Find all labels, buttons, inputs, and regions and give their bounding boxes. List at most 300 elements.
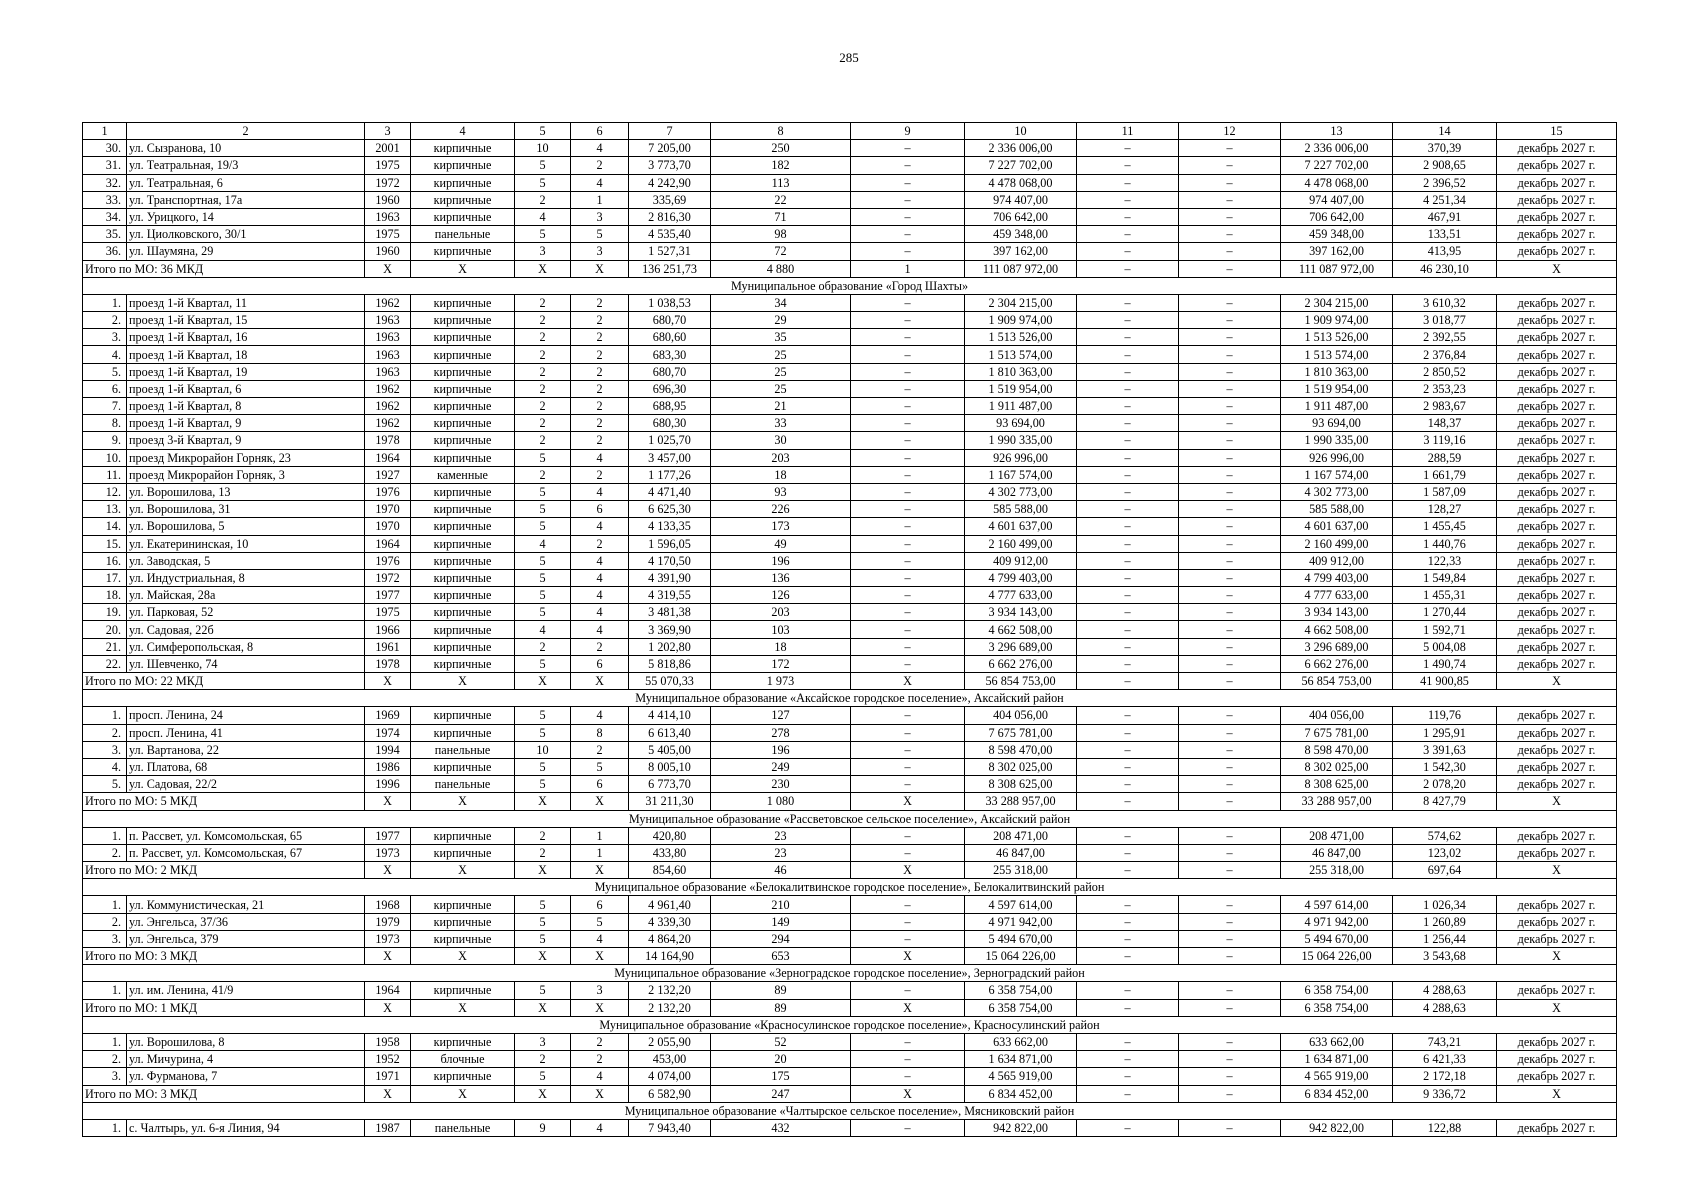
table-cell: ул. Циолковского, 30/1 — [127, 226, 365, 243]
table-cell: – — [1179, 758, 1281, 775]
table-cell: 420,80 — [629, 827, 711, 844]
table-cell: – — [851, 1068, 965, 1085]
table-cell: – — [1077, 862, 1179, 879]
table-cell: 13. — [83, 501, 127, 518]
table-row — [83, 569, 1617, 586]
table-cell: ул. Екатерининская, 10 — [127, 535, 365, 552]
table-cell: 2 — [571, 432, 629, 449]
table-cell: 2 — [571, 535, 629, 552]
table-cell: 2 160 499,00 — [965, 535, 1077, 552]
table-cell: 6 834 452,00 — [1281, 1085, 1393, 1102]
table-cell: 33 — [711, 415, 851, 432]
table-cell: панельные — [411, 226, 515, 243]
table-cell: 3 391,63 — [1393, 741, 1497, 758]
table-cell: 459 348,00 — [1281, 226, 1393, 243]
table-cell: – — [1179, 140, 1281, 157]
table-cell: 7 943,40 — [629, 1119, 711, 1136]
table-cell: 1973 — [365, 930, 411, 947]
table-cell: 23 — [711, 844, 851, 861]
table-cell: 1 025,70 — [629, 432, 711, 449]
table-cell: 20. — [83, 621, 127, 638]
table-cell: 4 170,50 — [629, 552, 711, 569]
table-cell: 397 162,00 — [1281, 243, 1393, 260]
table-cell: 34 — [711, 294, 851, 311]
table-cell: 2 — [571, 1033, 629, 1050]
table-cell: – — [1077, 655, 1179, 672]
table-cell: 3 773,70 — [629, 157, 711, 174]
table-cell: декабрь 2027 г. — [1497, 896, 1617, 913]
table-cell: 1 295,91 — [1393, 724, 1497, 741]
table-cell: 46 230,10 — [1393, 260, 1497, 277]
table-cell: 148,37 — [1393, 415, 1497, 432]
table-cell: – — [1077, 793, 1179, 810]
table-body — [83, 123, 1617, 1137]
table-cell: – — [851, 432, 965, 449]
table-cell: ул. Садовая, 22/2 — [127, 776, 365, 793]
table-cell: 1961 — [365, 638, 411, 655]
table-cell: 1 810 363,00 — [1281, 363, 1393, 380]
table-cell: 2 — [571, 157, 629, 174]
table-cell: 1978 — [365, 432, 411, 449]
table-cell: 8 — [571, 724, 629, 741]
table-cell: 1 256,44 — [1393, 930, 1497, 947]
table-cell: – — [851, 758, 965, 775]
table-cell: 1 592,71 — [1393, 621, 1497, 638]
table-cell: 4 339,30 — [629, 913, 711, 930]
table-cell: 974 407,00 — [1281, 191, 1393, 208]
table-cell: просп. Ленина, 41 — [127, 724, 365, 741]
table-cell: кирпичные — [411, 329, 515, 346]
table-cell: X — [571, 1085, 629, 1102]
total-row — [83, 673, 1617, 690]
table-cell: 2 — [515, 312, 571, 329]
table-cell: 8 598 470,00 — [965, 741, 1077, 758]
table-cell: 1 — [571, 844, 629, 861]
table-row — [83, 432, 1617, 449]
table-cell: – — [1077, 758, 1179, 775]
table-cell: 6 358 754,00 — [1281, 999, 1393, 1016]
table-cell: 633 662,00 — [1281, 1033, 1393, 1050]
table-cell: 5 — [515, 913, 571, 930]
table-cell: – — [1179, 844, 1281, 861]
table-cell: – — [851, 191, 965, 208]
table-cell: декабрь 2027 г. — [1497, 776, 1617, 793]
table-cell: 5 — [515, 896, 571, 913]
table-cell: – — [851, 982, 965, 999]
table-cell: – — [1179, 398, 1281, 415]
table-cell: 1996 — [365, 776, 411, 793]
table-cell: 3 296 689,00 — [1281, 638, 1393, 655]
table-cell: 1 455,45 — [1393, 518, 1497, 535]
table-cell: 4 662 508,00 — [1281, 621, 1393, 638]
table-cell: – — [1179, 466, 1281, 483]
table-cell: 1927 — [365, 466, 411, 483]
table-cell: ул. Шевченко, 74 — [127, 655, 365, 672]
table-row — [83, 191, 1617, 208]
table-cell: – — [1077, 930, 1179, 947]
table-cell: ул. Мичурина, 4 — [127, 1051, 365, 1068]
table-cell: – — [1077, 432, 1179, 449]
table-cell: 4 478 068,00 — [1281, 174, 1393, 191]
table-cell: – — [1179, 982, 1281, 999]
table-cell: 5 — [515, 655, 571, 672]
table-cell: ул. Театральная, 6 — [127, 174, 365, 191]
table-cell: ул. Урицкого, 14 — [127, 208, 365, 225]
table-cell: – — [1179, 1033, 1281, 1050]
table-cell: 33 288 957,00 — [1281, 793, 1393, 810]
table-cell: – — [1077, 140, 1179, 157]
table-cell: 230 — [711, 776, 851, 793]
table-row — [83, 243, 1617, 260]
table-cell: 149 — [711, 913, 851, 930]
table-cell: 6. — [83, 380, 127, 397]
table-cell: 5 — [515, 501, 571, 518]
table-cell: 1970 — [365, 518, 411, 535]
table-cell: 46 — [711, 862, 851, 879]
table-cell: 5. — [83, 776, 127, 793]
table-cell: декабрь 2027 г. — [1497, 432, 1617, 449]
table-cell: 14. — [83, 518, 127, 535]
table-cell: X — [365, 673, 411, 690]
table-cell: 6 662 276,00 — [965, 655, 1077, 672]
table-cell: 6 834 452,00 — [965, 1085, 1077, 1102]
table-cell: – — [1077, 621, 1179, 638]
table-cell: 7 205,00 — [629, 140, 711, 157]
table-cell: 680,70 — [629, 363, 711, 380]
table-cell: ул. Заводская, 5 — [127, 552, 365, 569]
table-cell: 1. — [83, 982, 127, 999]
table-cell: 2 376,84 — [1393, 346, 1497, 363]
table-cell: кирпичные — [411, 707, 515, 724]
table-cell: декабрь 2027 г. — [1497, 449, 1617, 466]
table-cell: кирпичные — [411, 294, 515, 311]
table-cell: X — [365, 1085, 411, 1102]
table-cell: X — [411, 862, 515, 879]
table-cell: 1977 — [365, 827, 411, 844]
table-cell: 5 — [515, 1068, 571, 1085]
table-row — [83, 741, 1617, 758]
table-cell: – — [851, 329, 965, 346]
table-cell: 1 513 526,00 — [965, 329, 1077, 346]
table-cell: 1960 — [365, 243, 411, 260]
table-cell: – — [1179, 157, 1281, 174]
table-cell: – — [851, 466, 965, 483]
table-cell: 103 — [711, 621, 851, 638]
table-cell: – — [851, 587, 965, 604]
table-cell: 1958 — [365, 1033, 411, 1050]
table-cell: – — [851, 655, 965, 672]
table-cell: 2 160 499,00 — [1281, 535, 1393, 552]
table-cell: п. Рассвет, ул. Комсомольская, 65 — [127, 827, 365, 844]
table-cell: 196 — [711, 741, 851, 758]
table-cell: 1 587,09 — [1393, 483, 1497, 500]
table-cell: 942 822,00 — [965, 1119, 1077, 1136]
table-cell: – — [1179, 518, 1281, 535]
total-row — [83, 1085, 1617, 1102]
table-cell: кирпичные — [411, 1068, 515, 1085]
table-cell: 2 — [515, 398, 571, 415]
table-cell: – — [1077, 673, 1179, 690]
table-cell: кирпичные — [411, 243, 515, 260]
table-cell: 2 — [571, 415, 629, 432]
table-cell: ул. Коммунистическая, 21 — [127, 896, 365, 913]
table-cell: 1. — [83, 827, 127, 844]
table-cell: – — [851, 913, 965, 930]
table-cell: 2 336 006,00 — [965, 140, 1077, 157]
column-header: 7 — [629, 123, 711, 140]
section-row — [83, 1016, 1617, 1033]
table-cell: кирпичные — [411, 174, 515, 191]
table-cell: 49 — [711, 535, 851, 552]
table-cell: 3 — [515, 1033, 571, 1050]
table-cell: – — [1077, 501, 1179, 518]
table-cell: 1 542,30 — [1393, 758, 1497, 775]
table-cell: – — [1077, 260, 1179, 277]
table-cell: 926 996,00 — [1281, 449, 1393, 466]
table-cell: 4 — [515, 208, 571, 225]
table-cell: декабрь 2027 г. — [1497, 157, 1617, 174]
table-cell: 1963 — [365, 208, 411, 225]
table-cell: 1 973 — [711, 673, 851, 690]
table-row — [83, 913, 1617, 930]
table-cell: – — [851, 724, 965, 741]
table-cell: кирпичные — [411, 432, 515, 449]
table-cell: 19. — [83, 604, 127, 621]
table-cell: 1. — [83, 1119, 127, 1136]
total-label: Итого по МО: 3 МКД — [83, 948, 365, 965]
table-cell: ул. Ворошилова, 31 — [127, 501, 365, 518]
table-cell: – — [851, 621, 965, 638]
table-cell: 697,64 — [1393, 862, 1497, 879]
table-cell: 2 908,65 — [1393, 157, 1497, 174]
table-cell: 1994 — [365, 741, 411, 758]
table-cell: 1 519 954,00 — [965, 380, 1077, 397]
table-cell: 1 513 526,00 — [1281, 329, 1393, 346]
table-cell: – — [1179, 329, 1281, 346]
table-cell: 4 — [571, 930, 629, 947]
table-cell: 6 — [571, 776, 629, 793]
table-cell: 2 — [571, 312, 629, 329]
table-cell: проезд 1-й Квартал, 15 — [127, 312, 365, 329]
table-row — [83, 398, 1617, 415]
table-row — [83, 604, 1617, 621]
table-cell: 71 — [711, 208, 851, 225]
table-cell: 1952 — [365, 1051, 411, 1068]
table-row — [83, 312, 1617, 329]
table-cell: 1964 — [365, 449, 411, 466]
table-cell: 2 — [571, 466, 629, 483]
table-cell: 1 080 — [711, 793, 851, 810]
table-cell: проезд Микрорайон Горняк, 3 — [127, 466, 365, 483]
table-cell: 2 132,20 — [629, 999, 711, 1016]
table-cell: 255 318,00 — [965, 862, 1077, 879]
table-cell: 1 177,26 — [629, 466, 711, 483]
total-row — [83, 862, 1617, 879]
table-cell: 3. — [83, 329, 127, 346]
section-title: Муниципальное образование «Чалтырское сельское поселение», Мясниковский район — [83, 1102, 1617, 1119]
table-cell: 31. — [83, 157, 127, 174]
table-cell: 4 601 637,00 — [1281, 518, 1393, 535]
table-cell: декабрь 2027 г. — [1497, 174, 1617, 191]
table-cell: 1 527,31 — [629, 243, 711, 260]
table-cell: кирпичные — [411, 724, 515, 741]
table-cell: 4 — [571, 1119, 629, 1136]
table-cell: 1 810 363,00 — [965, 363, 1077, 380]
table-cell: 3 369,90 — [629, 621, 711, 638]
table-cell: X — [365, 260, 411, 277]
table-cell: 3 — [571, 208, 629, 225]
table-cell: – — [851, 569, 965, 586]
table-cell: кирпичные — [411, 982, 515, 999]
table-cell: 111 087 972,00 — [1281, 260, 1393, 277]
table-cell: ул. Вартанова, 22 — [127, 741, 365, 758]
column-header: 3 — [365, 123, 411, 140]
table-row — [83, 346, 1617, 363]
table-cell: 136 251,73 — [629, 260, 711, 277]
table-cell: 1978 — [365, 655, 411, 672]
table-cell: блочные — [411, 1051, 515, 1068]
table-cell: 122,88 — [1393, 1119, 1497, 1136]
table-cell: 10 — [515, 741, 571, 758]
table-cell: 93 694,00 — [1281, 415, 1393, 432]
table-cell: 4 799 403,00 — [1281, 569, 1393, 586]
table-cell: 4 — [571, 140, 629, 157]
table-cell: 1976 — [365, 483, 411, 500]
table-cell: кирпичные — [411, 518, 515, 535]
section-row — [83, 1102, 1617, 1119]
table-cell: 2 — [515, 432, 571, 449]
table-cell: декабрь 2027 г. — [1497, 707, 1617, 724]
table-cell: – — [851, 157, 965, 174]
table-cell: 1964 — [365, 535, 411, 552]
table-cell: – — [851, 741, 965, 758]
table-row — [83, 844, 1617, 861]
table-cell: 680,30 — [629, 415, 711, 432]
table-cell: 4 414,10 — [629, 707, 711, 724]
table-cell: 6 — [571, 655, 629, 672]
table-cell: – — [1179, 1085, 1281, 1102]
table-cell: 706 642,00 — [965, 208, 1077, 225]
table-cell: кирпичные — [411, 638, 515, 655]
table-cell: 6 — [571, 896, 629, 913]
table-cell: 1 026,34 — [1393, 896, 1497, 913]
table-cell: – — [1077, 294, 1179, 311]
table-cell: 288,59 — [1393, 449, 1497, 466]
table-cell: декабрь 2027 г. — [1497, 535, 1617, 552]
table-cell: 5 — [571, 913, 629, 930]
table-cell: 3 018,77 — [1393, 312, 1497, 329]
table-cell: 1 596,05 — [629, 535, 711, 552]
table-cell: 208 471,00 — [965, 827, 1077, 844]
table-cell: 585 588,00 — [965, 501, 1077, 518]
table-cell: 1. — [83, 1033, 127, 1050]
table-cell: 25 — [711, 363, 851, 380]
table-cell: 397 162,00 — [965, 243, 1077, 260]
table-cell: 6 358 754,00 — [965, 982, 1077, 999]
table-cell: 2 132,20 — [629, 982, 711, 999]
table-cell: 4 — [571, 552, 629, 569]
table-cell: 1 911 487,00 — [965, 398, 1077, 415]
table-cell: – — [1077, 587, 1179, 604]
table-cell: 2 — [571, 1051, 629, 1068]
total-row — [83, 999, 1617, 1016]
table-cell: ул. Ворошилова, 13 — [127, 483, 365, 500]
table-cell: 1 038,53 — [629, 294, 711, 311]
table-cell: 4 662 508,00 — [965, 621, 1077, 638]
table-cell: 3 119,16 — [1393, 432, 1497, 449]
table-cell: 2 — [515, 191, 571, 208]
table-cell: 1 909 974,00 — [965, 312, 1077, 329]
table-cell: 1974 — [365, 724, 411, 741]
table-cell: 1 440,76 — [1393, 535, 1497, 552]
table-cell: 1963 — [365, 329, 411, 346]
table-cell: X — [411, 948, 515, 965]
table-cell: – — [1077, 157, 1179, 174]
table-cell: 459 348,00 — [965, 226, 1077, 243]
table-cell: 688,95 — [629, 398, 711, 415]
table-cell: – — [1179, 569, 1281, 586]
table-cell: X — [1497, 1085, 1617, 1102]
table-row — [83, 827, 1617, 844]
column-header: 12 — [1179, 123, 1281, 140]
table-cell: 653 — [711, 948, 851, 965]
table-cell: – — [1179, 1119, 1281, 1136]
table-cell: – — [1077, 346, 1179, 363]
table-cell: 93 — [711, 483, 851, 500]
table-cell: 4 471,40 — [629, 483, 711, 500]
table-cell: 4 — [571, 707, 629, 724]
table-cell: 5 — [515, 930, 571, 947]
table-cell: кирпичные — [411, 930, 515, 947]
table-cell: 5 — [515, 157, 571, 174]
table-cell: – — [1077, 604, 1179, 621]
table-cell: – — [1179, 483, 1281, 500]
table-cell: 203 — [711, 604, 851, 621]
table-cell: 33 288 957,00 — [965, 793, 1077, 810]
table-cell: – — [1077, 449, 1179, 466]
table-row — [83, 758, 1617, 775]
table-cell: 93 694,00 — [965, 415, 1077, 432]
table-cell: ул. Ворошилова, 8 — [127, 1033, 365, 1050]
table-cell: 1 167 574,00 — [965, 466, 1077, 483]
table-cell: ул. Шаумяна, 29 — [127, 243, 365, 260]
table-cell: X — [515, 862, 571, 879]
table-cell: 5 — [515, 518, 571, 535]
table-cell: 6 625,30 — [629, 501, 711, 518]
table-cell: – — [1077, 380, 1179, 397]
table-cell: 4 — [515, 621, 571, 638]
table-cell: 128,27 — [1393, 501, 1497, 518]
table-cell: 1975 — [365, 226, 411, 243]
table-cell: – — [851, 827, 965, 844]
table-cell: – — [851, 483, 965, 500]
table-cell: 25 — [711, 346, 851, 363]
table-cell: 15 064 226,00 — [965, 948, 1077, 965]
table-cell: 4 961,40 — [629, 896, 711, 913]
table-cell: декабрь 2027 г. — [1497, 655, 1617, 672]
table-cell: 55 070,33 — [629, 673, 711, 690]
table-row — [83, 1119, 1617, 1136]
table-row — [83, 1051, 1617, 1068]
table-cell: – — [1179, 930, 1281, 947]
table-cell: 5 — [515, 707, 571, 724]
table-cell: ул. Индустриальная, 8 — [127, 569, 365, 586]
table-cell: п. Рассвет, ул. Комсомольская, 67 — [127, 844, 365, 861]
table-cell: 226 — [711, 501, 851, 518]
table-cell: 2 — [571, 741, 629, 758]
table-cell: кирпичные — [411, 449, 515, 466]
table-row — [83, 208, 1617, 225]
